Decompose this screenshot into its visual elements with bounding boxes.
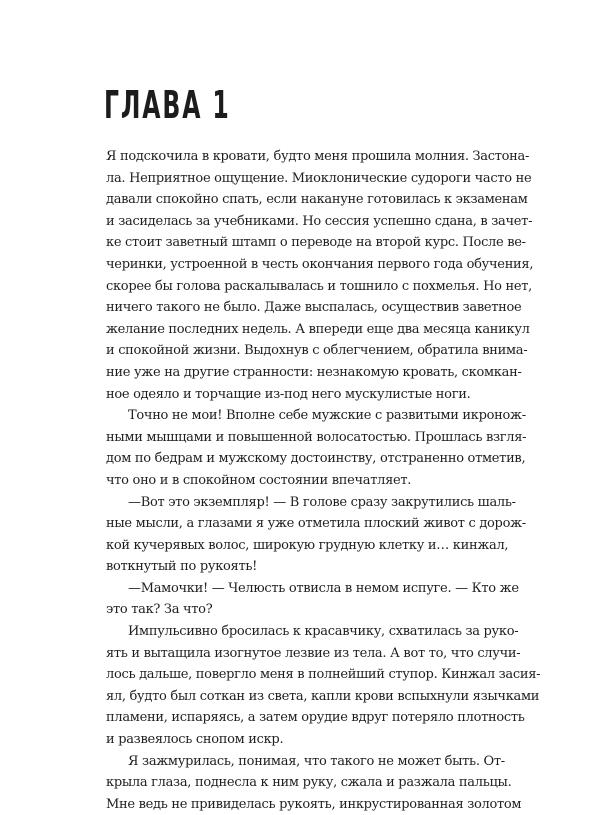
text-line: ные мысли, а глазами я уже отметила плоский живот с дорож- [106,516,526,532]
text-line: и засиделась за учебниками. Но сессия успешно сдана, в зачет- [106,213,533,229]
chapter-title: ГЛАВА 1 [104,83,231,127]
paragraph [106,578,519,621]
text-line: воткнутый по рукоять! [106,559,258,575]
text-line: ничего такого не было. Даже выспалась, осуществив заветное [106,300,522,316]
text-line: что оно и в спокойном состоянии впечатляет. [106,472,412,488]
text-line: ными мышцами и повышенной волосатостью. Прошлась взгля- [106,429,527,445]
paragraph [106,492,526,578]
paragraph [106,405,527,491]
text-line: —Вот это экземпляр! — В голове сразу закрутились шаль- [128,494,516,510]
paragraph [106,146,534,405]
text-line: кой кучерявых волос, широкую грудную клетку и… кинжал, [106,537,509,553]
text-line: ние уже на другие странности: незнакомую кровать, скомкан- [106,364,522,380]
text-line: крыла глаза, поднесла к ним руку, сжала и разжала пальцы. [106,775,512,791]
text-line: Импульсивно бросилась к красавчику, схватилась за руко- [128,624,519,640]
text-line: Мне ведь не привиделась рукоять, инкрустированная золотом [106,796,522,812]
text-line: лось дальше, повергло меня в полнейший ступор. Кинжал засия- [106,667,541,683]
chapter-text [106,146,541,815]
text-line: ное одеяло и торчащие из-под него мускулистые ноги. [106,386,471,402]
paragraph [106,621,541,751]
text-line: ял, будто был соткан из света, капли крови вспыхнули язычками [106,688,540,704]
text-line: дом по бедрам и мужскому достоинству, отстраненно отметив, [106,451,526,467]
text-line: и спокойной жизни. Выдохнув с облегчением, обратила внима- [106,343,528,359]
text-line: черинки, устроенной в честь окончания первого года обучения, [106,256,534,272]
text-line: ять и вытащила изогнутое лезвие из тела. А вот то, что случи- [106,645,521,661]
text-line: —Мамочки! — Челюсть отвисла в немом испуге. — Кто же [128,580,519,596]
text-line: давали спокойно спать, если накануне готовилась к экзаменам [106,192,528,208]
text-line: ке стоит заветный штамп о переводе на второй курс. После ве- [106,235,526,251]
text-line: и развеялось снопом искр. [106,732,284,748]
paragraph [106,751,522,815]
text-line: желание последних недель. А впереди еще два месяца каникул [106,321,530,337]
text-line: скорее бы голова раскалывалась и тошнило с похмелья. Но нет, [106,278,532,294]
text-line: Я подскочила в кровати, будто меня прошила молния. Застона- [106,149,530,164]
text-line: Точно не мои! Вполне себе мужские с развитыми икронож- [128,408,526,424]
text-line: это так? За что? [106,602,213,618]
text-line: Я зажмурилась, понимая, что такого не может быть. От- [128,753,505,769]
text-line: ла. Неприятное ощущение. Миоклонические судороги часто не [106,170,532,186]
text-line: пламени, испаряясь, а затем орудие вдруг потеряло плотность [106,710,525,726]
